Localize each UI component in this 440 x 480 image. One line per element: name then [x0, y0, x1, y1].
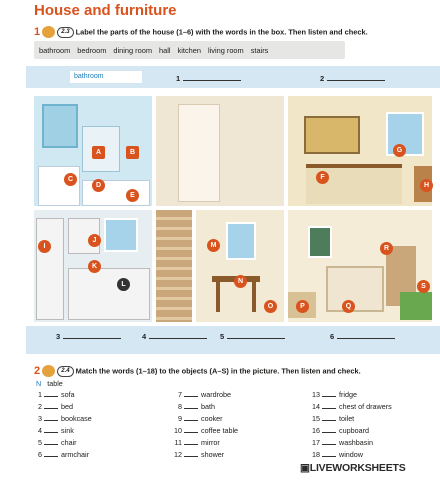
object-label: A: [92, 146, 105, 159]
match-item[interactable]: 7 wardrobe: [178, 390, 231, 399]
word-box-item: bathroom: [39, 45, 71, 55]
object-label: N: [234, 275, 247, 288]
bathroom-window: [42, 104, 78, 148]
bedroom-painting: [304, 116, 360, 154]
object-label: R: [380, 242, 393, 255]
track-number: 2.4: [57, 366, 73, 377]
match-item[interactable]: 10 coffee table: [174, 426, 239, 435]
object-label: S: [417, 280, 430, 293]
object-label: I: [38, 240, 51, 253]
object-label: O: [264, 300, 277, 313]
answer-bathroom: bathroom: [70, 71, 142, 83]
match-item[interactable]: 11 mirror: [174, 438, 220, 447]
answer-blank-3[interactable]: 3: [56, 332, 121, 341]
example-answer: N table: [36, 379, 63, 388]
match-item[interactable]: 13 fridge: [312, 390, 357, 399]
match-item[interactable]: 1 sofa: [38, 390, 75, 399]
object-label: B: [126, 146, 139, 159]
match-item[interactable]: 5 chair: [38, 438, 77, 447]
kitchen-counter: [68, 268, 150, 320]
match-item[interactable]: 14 chest of drawers: [312, 402, 392, 411]
match-item[interactable]: 3 bookcase: [38, 414, 92, 423]
dining-window: [226, 222, 256, 260]
match-item[interactable]: 15 toilet: [312, 414, 355, 423]
washbasin-unit: [38, 166, 80, 206]
object-label: C: [64, 173, 77, 186]
brand-icon: ▣: [300, 462, 310, 474]
living-room: [288, 210, 432, 322]
exercise-1-instruction: 1 2.3 Label the parts of the house (1–6) with the words in the box. Then listen and check.: [34, 26, 368, 38]
answer-blank-4[interactable]: 4: [142, 332, 207, 341]
match-item[interactable]: 4 sink: [38, 426, 74, 435]
word-box-item: stairs: [250, 45, 269, 55]
house-picture: [26, 66, 440, 354]
object-label: M: [207, 239, 220, 252]
object-label: D: [92, 179, 105, 192]
object-label: E: [126, 189, 139, 202]
word-box-item: hall: [159, 45, 171, 55]
page-title: House and furniture: [34, 2, 177, 19]
answer-blank-5[interactable]: 5: [220, 332, 285, 341]
match-item[interactable]: 9 cooker: [178, 414, 223, 423]
word-box: [34, 41, 345, 59]
fireplace: [326, 266, 384, 312]
object-label: L: [117, 278, 130, 291]
audio-icon[interactable]: [42, 365, 55, 377]
match-item[interactable]: 2 bed: [38, 402, 73, 411]
word-box-item: living room: [207, 45, 244, 55]
match-item[interactable]: 16 cupboard: [312, 426, 369, 435]
match-item[interactable]: 6 armchair: [38, 450, 89, 459]
word-box-item: bedroom: [77, 45, 107, 55]
answer-blank-2[interactable]: 2: [320, 74, 385, 83]
bedroom-room: [288, 96, 432, 206]
hall-door: [178, 104, 220, 202]
armchair-right: [400, 292, 432, 320]
answer-blank-6[interactable]: 6: [330, 332, 395, 341]
answer-blank-1[interactable]: 1: [176, 74, 241, 83]
track-number: 2.3: [57, 27, 73, 38]
object-label: F: [316, 171, 329, 184]
match-item[interactable]: 18 window: [312, 450, 363, 459]
object-label: H: [420, 179, 433, 192]
match-item[interactable]: 12 shower: [174, 450, 225, 459]
audio-icon[interactable]: [42, 26, 55, 38]
object-label: G: [393, 144, 406, 157]
fridge: [36, 218, 64, 320]
upper-hall: [156, 96, 284, 206]
match-item[interactable]: 8 bath: [178, 402, 215, 411]
kitchen-window: [104, 218, 138, 252]
object-label: P: [296, 300, 309, 313]
stairs: [156, 210, 192, 322]
word-box-item: kitchen: [177, 45, 201, 55]
exercise-2-instruction: 2 2.4 Match the words (1–18) to the objects (A–S) in the picture. Then listen and check.: [34, 365, 361, 377]
bed: [306, 164, 402, 204]
object-label: Q: [342, 300, 355, 313]
living-painting: [308, 226, 332, 258]
object-label: K: [88, 260, 101, 273]
object-label: J: [88, 234, 101, 247]
word-box-item: dining room: [113, 45, 153, 55]
brand-logo: ▣LIVEWORKSHEETS: [300, 462, 406, 474]
match-item[interactable]: 17 washbasin: [312, 438, 373, 447]
